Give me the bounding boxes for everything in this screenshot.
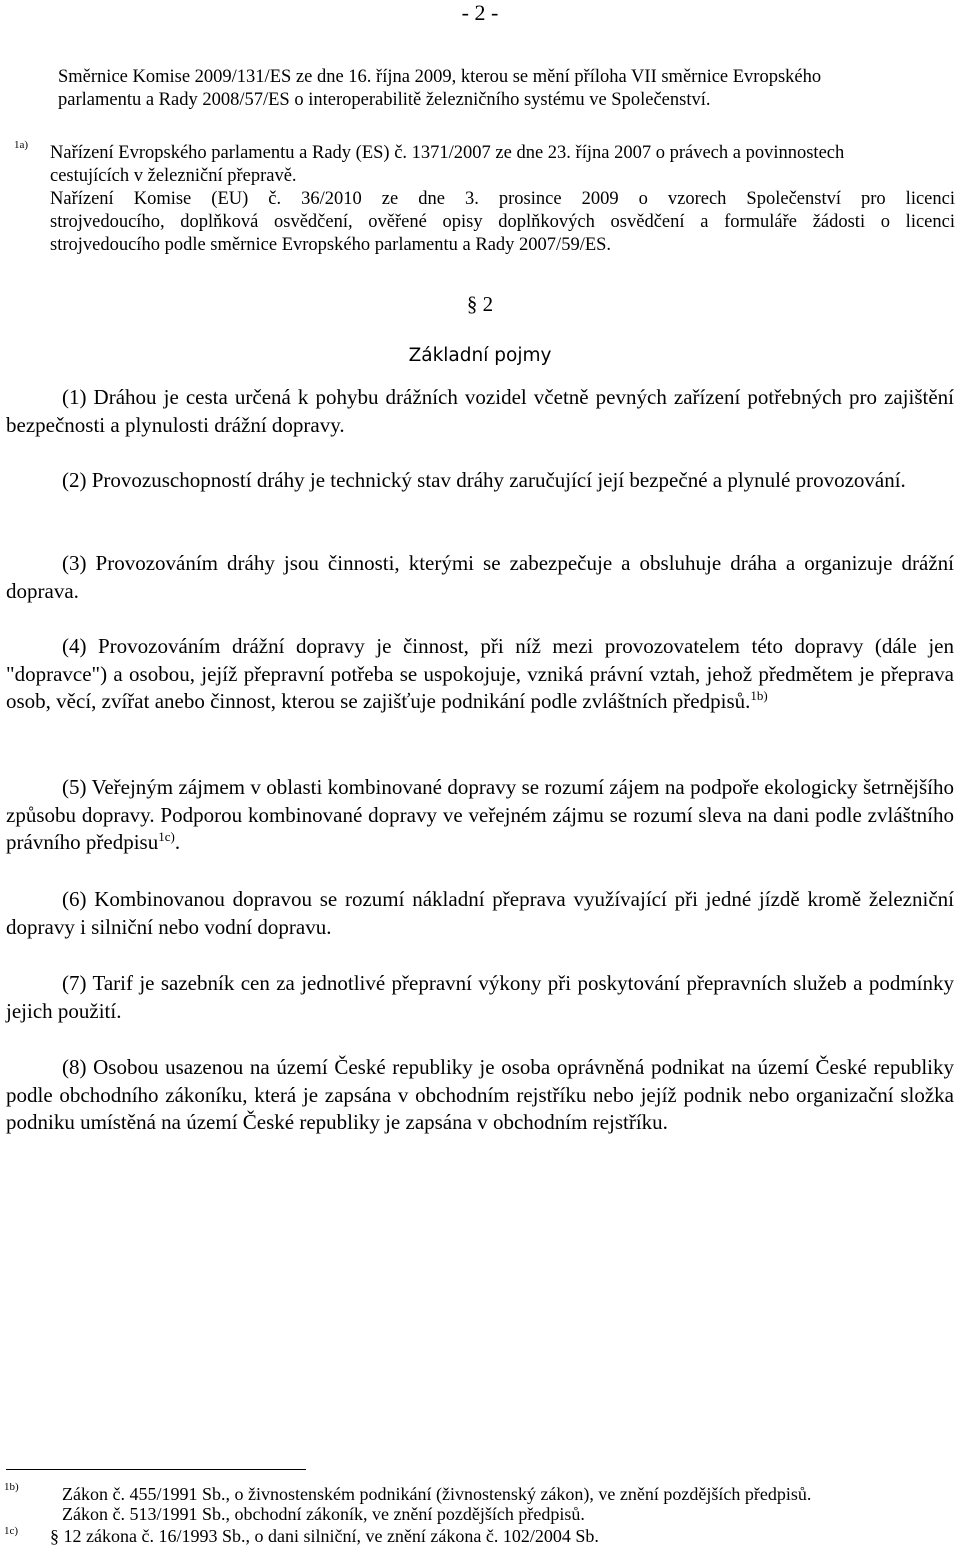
directive-note xyxy=(58,66,958,112)
footnote-1c xyxy=(50,1526,955,1546)
note-1a-line: Nařízení Evropského parlamentu a Rady (ES) č. 1371/2007 ze dne 23. října 2007 o právech a povinnostech xyxy=(50,143,845,163)
footnote-marker-1a: 1a) xyxy=(14,139,29,151)
directive-note-line: parlamentu a Rady 2008/57/ES o interoperabilitě železničního systému ve Společenství. xyxy=(58,90,711,110)
paragraph-3: (3) Provozováním dráhy jsou činnosti, kterými se zabezpečuje a obsluhuje dráha a organizuje drážní doprava. xyxy=(6,551,954,603)
directive-note-line: Směrnice Komise 2009/131/ES ze dne 16. října 2009, kterou se mění příloha VII směrnice Evropského xyxy=(58,67,822,87)
note-1a-line: cestujících v železniční přepravě. xyxy=(50,166,297,186)
section-title: Základní pojmy xyxy=(408,345,552,366)
footnote-1b xyxy=(62,1484,957,1524)
paragraph-6: (6) Kombinovanou dopravou se rozumí nákladní přeprava využívající při jedné jízdě kromě železniční dopravy i silniční nebo vodní dopravu. xyxy=(6,887,954,939)
section-number: § 2 xyxy=(466,292,494,316)
page-number: - 2 - xyxy=(461,0,499,25)
note-1a-line: Nařízení Komise (EU) č. 36/2010 ze dne 3. prosince 2009 o vzorech Společenství pro licenci xyxy=(50,189,955,209)
note-1a-line: strojvedoucího, doplňková osvědčení, ověřené opisy doplňkových osvědčení a formuláře žádosti o licenci xyxy=(50,212,955,232)
paragraph-4 xyxy=(6,633,954,716)
paragraph-7: (7) Tarif je sazebník cen za jednotlivé přepravní výkony při poskytování přepravních služeb a podmínky jejich použití. xyxy=(6,971,954,1023)
footnote-ref-1b: 1b) xyxy=(750,688,768,703)
footnote-1c-line: § 12 zákona č. 16/1993 Sb., o dani silniční, ve znění zákona č. 102/2004 Sb. xyxy=(50,1526,599,1546)
footnote-1b-line: Zákon č. 455/1991 Sb., o živnostenském podnikání (živnostenský zákon), ve znění pozdějších předpisů. xyxy=(62,1484,812,1504)
paragraph-1: (1) Dráhou je cesta určená k pohybu drážních vozidel včetně pevných zařízení potřebných pro zajištění bezpečnosti a plynulosti drážní dopravy. xyxy=(6,385,954,437)
paragraph-2: (2) Provozuschopností dráhy je technický stav dráhy zaručující její bezpečné a plynulé provozování. xyxy=(62,468,906,492)
paragraph-8: (8) Osobou usazenou na území České republiky je osoba oprávněná podnikat na území České republiky podle obchodního zákoníku, která je zapsána v obchodním rejstříku nebo jejíž podnik nebo organizační složka podniku umístěná na území České republiky je zapsána v obchodním rejstříku. xyxy=(6,1055,954,1134)
paragraph-5-tail: . xyxy=(174,830,181,854)
paragraph-5-text: (5) Veřejným zájmem v oblasti kombinované dopravy se rozumí zájem na podpoře ekologicky šetrnějšího způsobu dopravy. Podporou kombinované dopravy ve veřejném zájmu se rozumí sleva na dani podle zvláštního právního předpisu xyxy=(6,775,954,854)
note-1a-line: strojvedoucího podle směrnice Evropského parlamentu a Rady 2007/59/ES. xyxy=(50,235,612,255)
note-1a xyxy=(50,142,955,257)
footnote-separator xyxy=(6,1469,306,1470)
footnote-marker-1b: 1b) xyxy=(4,1481,19,1493)
footnote-1b-line: Zákon č. 513/1991 Sb., obchodní zákoník, ve znění pozdějších předpisů. xyxy=(62,1504,585,1524)
footnote-ref-1c: 1c) xyxy=(158,829,175,844)
footnote-marker-1c: 1c) xyxy=(4,1525,19,1537)
paragraph-4-text: (4) Provozováním drážní dopravy je činnost, při níž mezi provozovatelem této dopravy (dále jen "dopravce") a osobou, jejíž přepravní potřeba se uspokojuje, vzniká právní vztah, jehož předmětem je přeprava osob, věcí, zvířat anebo činnost, kterou se zajišťuje podnikání podle zvláštních předpisů. xyxy=(6,634,954,713)
paragraph-5 xyxy=(6,774,954,857)
